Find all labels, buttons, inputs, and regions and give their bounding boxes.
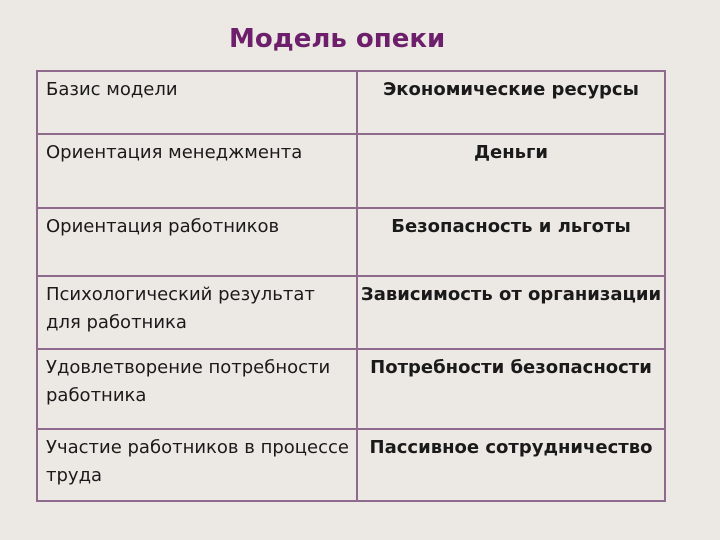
row-label: Ориентация менеджмента: [37, 134, 357, 208]
table-row: [37, 349, 665, 429]
row-value: Экономические ресурсы: [357, 71, 665, 134]
table-row: [37, 429, 665, 501]
row-value: Безопасность и льготы: [357, 208, 665, 276]
row-label: Психологический результат для работника: [37, 276, 357, 349]
slide-title: Модель опеки: [229, 24, 446, 54]
row-value: Деньги: [357, 134, 665, 208]
row-value: Пассивное сотрудничество: [357, 429, 665, 501]
row-label: Удовлетворение потребности работника: [37, 349, 357, 429]
row-value: Зависимость от организации: [357, 276, 665, 349]
row-label: Базис модели: [37, 71, 357, 134]
row-value: Потребности безопасности: [357, 349, 665, 429]
model-table: [36, 70, 666, 502]
table-row: [37, 276, 665, 349]
table-row: [37, 71, 665, 134]
row-label: Участие работников в процессе труда: [37, 429, 357, 501]
table-row: [37, 208, 665, 276]
row-label: Ориентация работников: [37, 208, 357, 276]
table-row: [37, 134, 665, 208]
